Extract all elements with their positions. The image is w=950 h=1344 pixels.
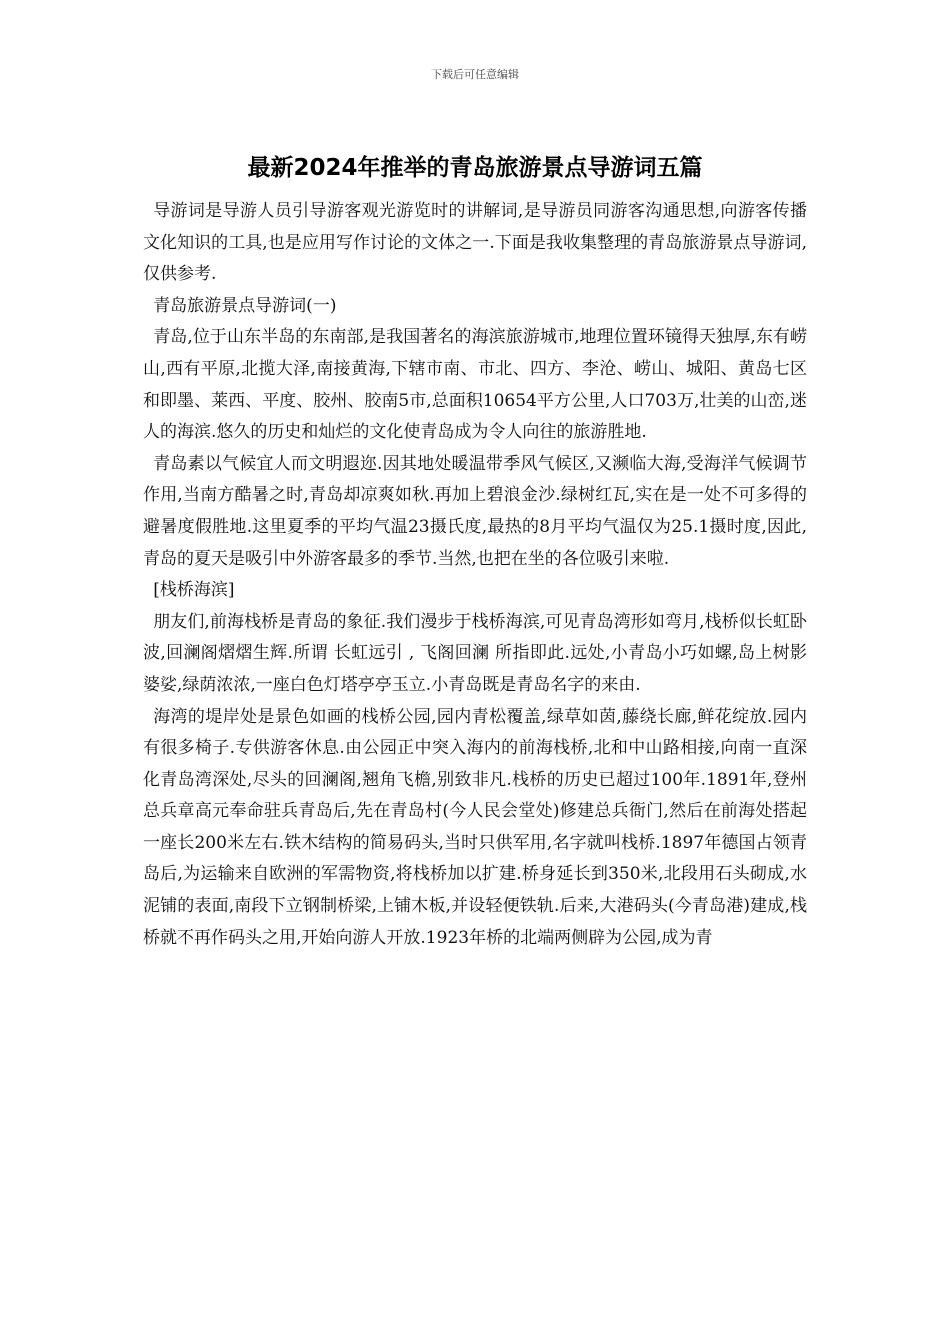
paragraph: 海湾的堤岸处是景色如画的栈桥公园,园内青松覆盖,绿草如茵,藤绕长廊,鲜花绽放.园内有很多椅子.专供游客休息.由公园正中突入海内的前海栈桥,北和中山路相接,向南一直深化青岛湾深处,尽头的回澜阁,翘角飞檐,别致非凡.栈桥的历史已超过100年.1891年,登州总兵章高元奉命驻兵青岛后,先在青岛村(今人民会堂处)修建总兵衙门,然后在前海处搭起一座长200米左右.铁木结构的简易码头,当时只供军用,名字就叫栈桥.1897年德国占领青岛后,为运输来自欧洲的军需物资,将栈桥加以扩建.桥身延长到350米,北段用石头砌成,水泥铺的表面,南段下立钢制桥梁,上铺木板,并设轻便铁轨.后来,大港码头(今青岛港)建成,栈桥就不再作码头之用,开始向游人开放.1923年桥的北端两侧辟为公园,成为青 [143,706,807,948]
subsection-heading: [栈桥海滨] [153,580,235,601]
section-heading: 青岛旅游景点导游词(一) [153,295,337,316]
paragraph-intro: 导游词是导游人员引导游客观光游览时的讲解词,是导游员同游客沟通思想,向游客传播文化知识的工具,也是应用写作讨论的文体之一.下面是我收集整理的青岛旅游景点导游词,仅供参考. [143,201,807,285]
paragraph: 青岛,位于山东半岛的东南部,是我国著名的海滨旅游城市,地理位置环镜得天独厚,东有崂山,西有平原,北揽大泽,南接黄海,下辖市南、市北、四方、李沧、崂山、城阳、黄岛七区和即墨、莱西、平度、胶州、胶南5市,总面积10654平方公里,人口703万,壮美的山峦,迷人的海滨.悠久的历史和灿烂的文化使青岛成为令人向往的旅游胜地. [143,327,807,443]
document-body [143,196,807,954]
paragraph: 青岛素以气候宜人而文明遐迩.因其地处暖温带季风气候区,又濒临大海,受海洋气候调节作用,当南方酷暑之时,青岛却凉爽如秋.再加上碧浪金沙.绿树红瓦,实在是一处不可多得的避暑度假胜地.这里夏季的平均气温23摄氏度,最热的8月平均气温仅为25.1摄时度,因此,青岛的夏天是吸引中外游客最多的季节.当然,也把在坐的各位吸引来啦. [143,453,807,569]
header-note: 下载后可任意编辑 [431,68,519,81]
paragraph: 朋友们,前海栈桥是青岛的象征.我们漫步于栈桥海滨,可见青岛湾形如弯月,栈桥似长虹卧波,回澜阁熠熠生辉.所谓 长虹远引 , 飞阁回澜 所指即此.远处,小青岛小巧如螺,岛上树影婆娑,绿荫浓浓,一座白色灯塔亭亭玉立.小青岛既是青岛名字的来由. [143,611,807,695]
document-title: 最新2024年推举的青岛旅游景点导游词五篇 [247,155,703,181]
